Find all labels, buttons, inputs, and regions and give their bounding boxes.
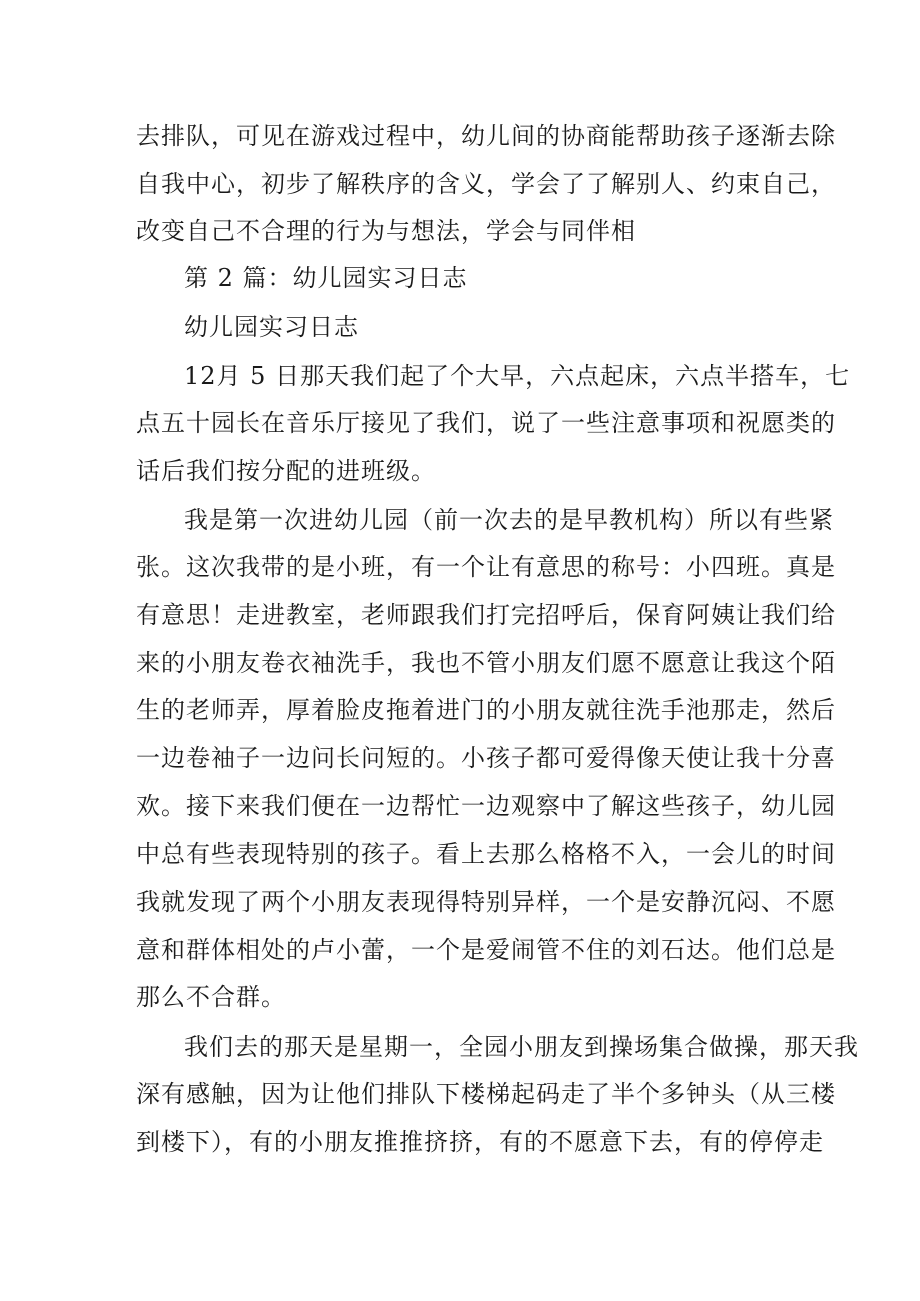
paragraph-line: 那么不合群。 [136, 983, 286, 1011]
paragraph-line: 欢。接下来我们便在一边帮忙一边观察中了解这些孩子，幼儿园 [136, 792, 836, 820]
paragraph-line: 有意思！走进教室，老师跟我们打完招呼后，保育阿姨让我们给 [136, 601, 836, 629]
paragraph-line: 我是第一次进幼儿园（前一次去的是早教机构）所以有些紧 [184, 506, 834, 534]
paragraph-line: 张。这次我带的是小班，有一个让有意思的称号：小四班。真是 [136, 553, 836, 581]
paragraph-line: 中总有些表现特别的孩子。看上去那么格格不入，一会儿的时间 [136, 840, 836, 868]
paragraph-line: 深有感触，因为让他们排队下楼梯起码走了半个多钟头（从三楼 [136, 1080, 836, 1108]
paragraph-line: 自我中心，初步了解秩序的含义，学会了了解别人、约束自己， [136, 170, 836, 198]
paragraph-line: 点五十园长在音乐厅接见了我们，说了一些注意事项和祝愿类的 [136, 409, 836, 437]
paragraph-line: 话后我们按分配的进班级。 [136, 457, 436, 485]
paragraph-line: 我就发现了两个小朋友表现得特别异样，一个是安静沉闷、不愿 [136, 888, 836, 916]
paragraph-line: 一边卷袖子一边问长问短的。小孩子都可爱得像天使让我十分喜 [136, 744, 836, 772]
paragraph-line: 我们去的那天是星期一，全园小朋友到操场集合做操，那天我 [184, 1033, 859, 1061]
section-heading: 第 2 篇：幼儿园实习日志 [184, 264, 468, 292]
paragraph-line: 到楼下），有的小朋友推推挤挤，有的不愿意下去，有的停停走 [136, 1128, 824, 1156]
document-title: 幼儿园实习日志 [184, 313, 359, 341]
paragraph-line: 12月 5 日那天我们起了个大早，六点起床，六点半搭车，七 [184, 362, 851, 390]
paragraph-line: 生的老师弄，厚着脸皮拖着进门的小朋友就往洗手池那走，然后 [136, 696, 836, 724]
paragraph-line: 来的小朋友卷衣袖洗手，我也不管小朋友们愿不愿意让我这个陌 [136, 649, 836, 677]
paragraph-line: 去排队，可见在游戏过程中，幼儿间的协商能帮助孩子逐渐去除 [136, 122, 836, 150]
paragraph-line: 意和群体相处的卢小蕾，一个是爱闹管不住的刘石达。他们总是 [136, 936, 836, 964]
paragraph-line: 改变自己不合理的行为与想法，学会与同伴相 [136, 217, 636, 245]
